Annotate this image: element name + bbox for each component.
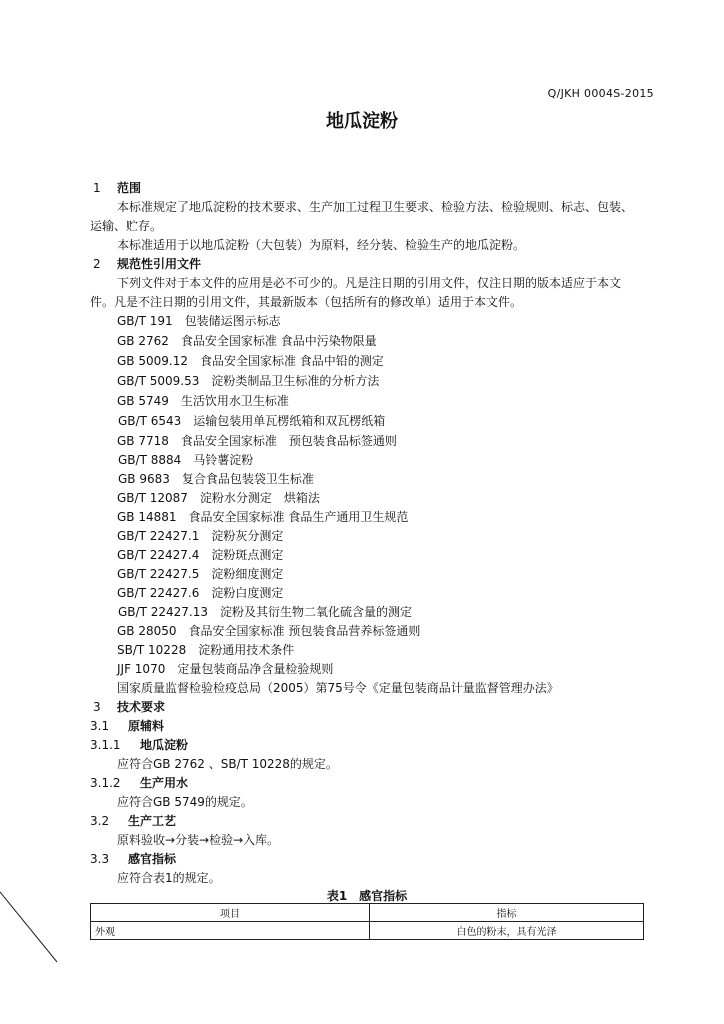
section-title: 生产工艺 <box>128 814 177 828</box>
section-1-heading <box>93 179 141 196</box>
reference-item: GB/T 22427.6 淀粉白度测定 <box>117 586 284 600</box>
diagonal-line <box>0 880 70 970</box>
section-2-heading <box>93 255 201 272</box>
paragraph: 原料验收→分装→检验→入库。 <box>117 833 280 847</box>
reference-item: GB/T 22427.1 淀粉灰分测定 <box>117 529 284 543</box>
section-number: 3.1.2 <box>90 776 121 790</box>
reference-item: GB 5009.12 食品安全国家标准 食品中铅的测定 <box>117 354 384 368</box>
section-number: 2 <box>93 257 101 271</box>
table-header-cell: 项目 <box>91 904 370 922</box>
table-cell: 外观 <box>91 922 370 940</box>
section-title: 感官指标 <box>128 852 177 866</box>
paragraph: 本标准规定了地瓜淀粉的技术要求、生产加工过程卫生要求、检验方法、检验规则、标志、包装、 <box>117 200 634 214</box>
table-caption: 表1 感官指标 <box>326 889 408 903</box>
section-3-2-heading <box>90 812 176 829</box>
sensory-index-table <box>90 903 644 940</box>
reference-item: GB 28050 食品安全国家标准 预包装食品营养标签通则 <box>117 624 421 638</box>
reference-item: SB/T 10228 淀粉通用技术条件 <box>117 643 295 657</box>
table-header-cell: 指标 <box>370 904 644 922</box>
section-3-heading <box>93 698 165 715</box>
section-3-1-1-heading <box>90 736 188 753</box>
section-number: 1 <box>93 181 101 195</box>
section-number: 3.2 <box>90 814 110 828</box>
standard-code: Q/JKH 0004S-2015 <box>547 87 654 100</box>
reference-item: GB/T 12087 淀粉水分测定 烘箱法 <box>117 491 320 505</box>
reference-item: 国家质量监督检验检疫总局（2005）第75号令《定量包装商品计量监督管理办法》 <box>117 681 559 695</box>
section-title: 技术要求 <box>117 700 166 714</box>
section-number: 3.1.1 <box>90 738 121 752</box>
paragraph: 件。凡是不注日期的引用文件，其最新版本（包括所有的修改单）适用于本文件。 <box>90 295 523 309</box>
section-number: 3.3 <box>90 852 110 866</box>
reference-item: GB/T 6543 运输包装用单瓦楞纸箱和双瓦楞纸箱 <box>118 414 386 428</box>
section-title: 规范性引用文件 <box>117 257 202 271</box>
reference-item: GB/T 22427.4 淀粉斑点测定 <box>117 548 284 562</box>
paragraph: 运输、贮存。 <box>90 219 163 233</box>
reference-item: GB/T 8884 马铃薯淀粉 <box>118 453 254 467</box>
paragraph: 应符合表1的规定。 <box>117 871 221 885</box>
section-title: 生产用水 <box>140 776 189 790</box>
section-number: 3.1 <box>90 719 110 733</box>
reference-item: GB/T 22427.13 淀粉及其衍生物二氧化硫含量的测定 <box>118 605 412 619</box>
paragraph: 应符合GB 5749的规定。 <box>117 795 253 809</box>
reference-item: GB 2762 食品安全国家标准 食品中污染物限量 <box>117 334 377 348</box>
document-title: 地瓜淀粉 <box>326 111 398 132</box>
section-3-3-heading <box>90 850 176 867</box>
reference-item: GB 5749 生活饮用水卫生标准 <box>117 394 289 408</box>
section-title: 范围 <box>117 181 142 195</box>
section-number: 3 <box>93 700 101 714</box>
paragraph: 应符合GB 2762 、SB/T 10228的规定。 <box>117 757 338 771</box>
section-3-1-2-heading <box>90 774 188 791</box>
reference-item: GB/T 191 包装储运图示标志 <box>117 314 281 328</box>
reference-item: JJF 1070 定量包装商品净含量检验规则 <box>117 662 334 676</box>
diagonal-stroke <box>0 892 57 962</box>
section-title: 地瓜淀粉 <box>140 738 189 752</box>
reference-item: GB 14881 食品安全国家标准 食品生产通用卫生规范 <box>117 510 409 524</box>
reference-item: GB/T 5009.53 淀粉类制品卫生标准的分析方法 <box>117 374 380 388</box>
section-title: 原辅料 <box>128 719 165 733</box>
section-3-1-heading <box>90 717 164 734</box>
table-cell: 白色的粉末，具有光泽 <box>370 922 644 940</box>
paragraph: 本标准适用于以地瓜淀粉（大包装）为原料，经分装、检验生产的地瓜淀粉。 <box>117 238 526 252</box>
reference-item: GB 7718 食品安全国家标准 预包装食品标签通则 <box>117 434 397 448</box>
reference-item: GB 9683 复合食品包装袋卫生标准 <box>118 472 314 486</box>
reference-item: GB/T 22427.5 淀粉细度测定 <box>117 567 284 581</box>
table-row <box>91 922 644 940</box>
paragraph: 下列文件对于本文件的应用是必不可少的。凡是注日期的引用文件，仅注日期的版本适应于本文 <box>117 276 622 290</box>
table-header-row <box>91 904 644 922</box>
